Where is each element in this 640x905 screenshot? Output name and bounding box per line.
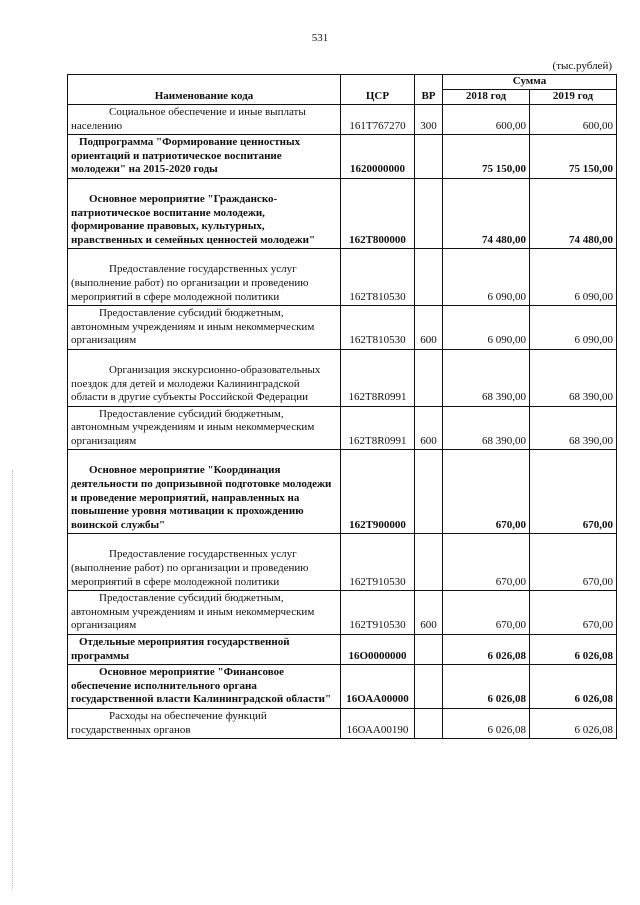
row-name: Основное мероприятие "Гражданско-патриотическое воспитание молодежи, формирование правовых, культурных, нравственных и семейных ценностей молодежи": [68, 178, 341, 248]
row-2018: 6 026,08: [443, 708, 530, 738]
row-vr: 600: [415, 406, 443, 450]
row-vr: [415, 349, 443, 406]
row-name: Предоставление субсидий бюджетным, автономным учреждениям и иным некоммерческим организациям: [68, 406, 341, 450]
row-2018: 670,00: [443, 534, 530, 591]
row-csr: 162Т910530: [341, 591, 415, 635]
header-csr: ЦСР: [341, 75, 415, 105]
row-2018: 6 026,08: [443, 665, 530, 709]
table-row: [68, 306, 617, 350]
row-2018: 68 390,00: [443, 349, 530, 406]
table-row: [68, 249, 617, 306]
row-2019: 6 090,00: [530, 306, 617, 350]
row-2019: 68 390,00: [530, 406, 617, 450]
table-row: [68, 591, 617, 635]
header-year-2019: 2019 год: [530, 90, 617, 105]
header-name: Наименование кода: [68, 75, 341, 105]
row-2019: 75 150,00: [530, 135, 617, 179]
row-name: Расходы на обеспечение функций государственных органов: [68, 708, 341, 738]
row-2018: 75 150,00: [443, 135, 530, 179]
row-vr: 600: [415, 591, 443, 635]
row-2018: 670,00: [443, 450, 530, 534]
row-2019: 68 390,00: [530, 349, 617, 406]
row-2019: 600,00: [530, 105, 617, 135]
table-row: [68, 105, 617, 135]
row-name: Отдельные мероприятия государственной программы: [68, 635, 341, 665]
row-csr: 162Т900000: [341, 450, 415, 534]
row-vr: [415, 665, 443, 709]
row-csr: 16ОАА00190: [341, 708, 415, 738]
row-name: Подпрограмма "Формирование ценностных ориентаций и патриотическое воспитание молодежи" на 2015-2020 годы: [68, 135, 341, 179]
table-row: [68, 406, 617, 450]
row-csr: 162Т8R0991: [341, 406, 415, 450]
row-2019: 670,00: [530, 450, 617, 534]
table-row: [68, 450, 617, 534]
row-2018: 6 026,08: [443, 635, 530, 665]
row-csr: 162Т8R0991: [341, 349, 415, 406]
budget-table: [67, 74, 617, 739]
row-vr: 300: [415, 105, 443, 135]
row-2019: 6 026,08: [530, 635, 617, 665]
row-vr: 600: [415, 306, 443, 350]
row-name: Основное мероприятие "Координация деятельности по допризывной подготовке молодежи и проведение мероприятий, направленных на повышение уровня мотивации к прохождению воинской службы": [68, 450, 341, 534]
row-csr: 162Т910530: [341, 534, 415, 591]
row-2018: 600,00: [443, 105, 530, 135]
scan-margin-line: [12, 470, 14, 890]
row-csr: 16О0000000: [341, 635, 415, 665]
header-vr: ВР: [415, 75, 443, 105]
row-2019: 6 026,08: [530, 708, 617, 738]
row-2018: 6 090,00: [443, 306, 530, 350]
row-2019: 74 480,00: [530, 178, 617, 248]
row-2019: 6 026,08: [530, 665, 617, 709]
row-name: Предоставление государственных услуг (выполнение работ) по организации и проведению мероприятий в сфере молодежной политики: [68, 249, 341, 306]
table-row: [68, 665, 617, 709]
row-vr: [415, 450, 443, 534]
row-vr: [415, 178, 443, 248]
row-2019: 6 090,00: [530, 249, 617, 306]
row-2018: 68 390,00: [443, 406, 530, 450]
table-row: [68, 635, 617, 665]
row-2018: 670,00: [443, 591, 530, 635]
row-name: Предоставление субсидий бюджетным, автономным учреждениям и иным некоммерческим организациям: [68, 306, 341, 350]
row-vr: [415, 708, 443, 738]
row-vr: [415, 635, 443, 665]
row-2018: 6 090,00: [443, 249, 530, 306]
row-name: Основное мероприятие "Финансовое обеспечение исполнительного органа государственной власти Калининградской области": [68, 665, 341, 709]
row-name: Предоставление государственных услуг (выполнение работ) по организации и проведению мероприятий в сфере молодежной политики: [68, 534, 341, 591]
row-name: Социальное обеспечение и иные выплаты населению: [68, 105, 341, 135]
row-name: Предоставление субсидий бюджетным, автономным учреждениям и иным некоммерческим организациям: [68, 591, 341, 635]
page-number: 531: [311, 32, 329, 44]
row-2019: 670,00: [530, 534, 617, 591]
header-row-top: [68, 75, 617, 90]
table-row: [68, 534, 617, 591]
row-vr: [415, 249, 443, 306]
header-sum: Сумма: [443, 75, 617, 90]
table-row: [68, 349, 617, 406]
table-row: [68, 135, 617, 179]
units-label: (тыс.рублей): [552, 60, 612, 72]
table-row: [68, 708, 617, 738]
row-csr: 162Т810530: [341, 249, 415, 306]
header-year-2018: 2018 год: [443, 90, 530, 105]
row-2019: 670,00: [530, 591, 617, 635]
row-csr: 161Т767270: [341, 105, 415, 135]
row-csr: 16ОАА00000: [341, 665, 415, 709]
row-csr: 1620000000: [341, 135, 415, 179]
row-csr: 162Т810530: [341, 306, 415, 350]
row-vr: [415, 534, 443, 591]
row-vr: [415, 135, 443, 179]
row-csr: 162Т800000: [341, 178, 415, 248]
row-name: Организация экскурсионно-образовательных поездок для детей и молодежи Калининградской области в другие субъекты Российской Федерации: [68, 349, 341, 406]
table-row: [68, 178, 617, 248]
row-2018: 74 480,00: [443, 178, 530, 248]
